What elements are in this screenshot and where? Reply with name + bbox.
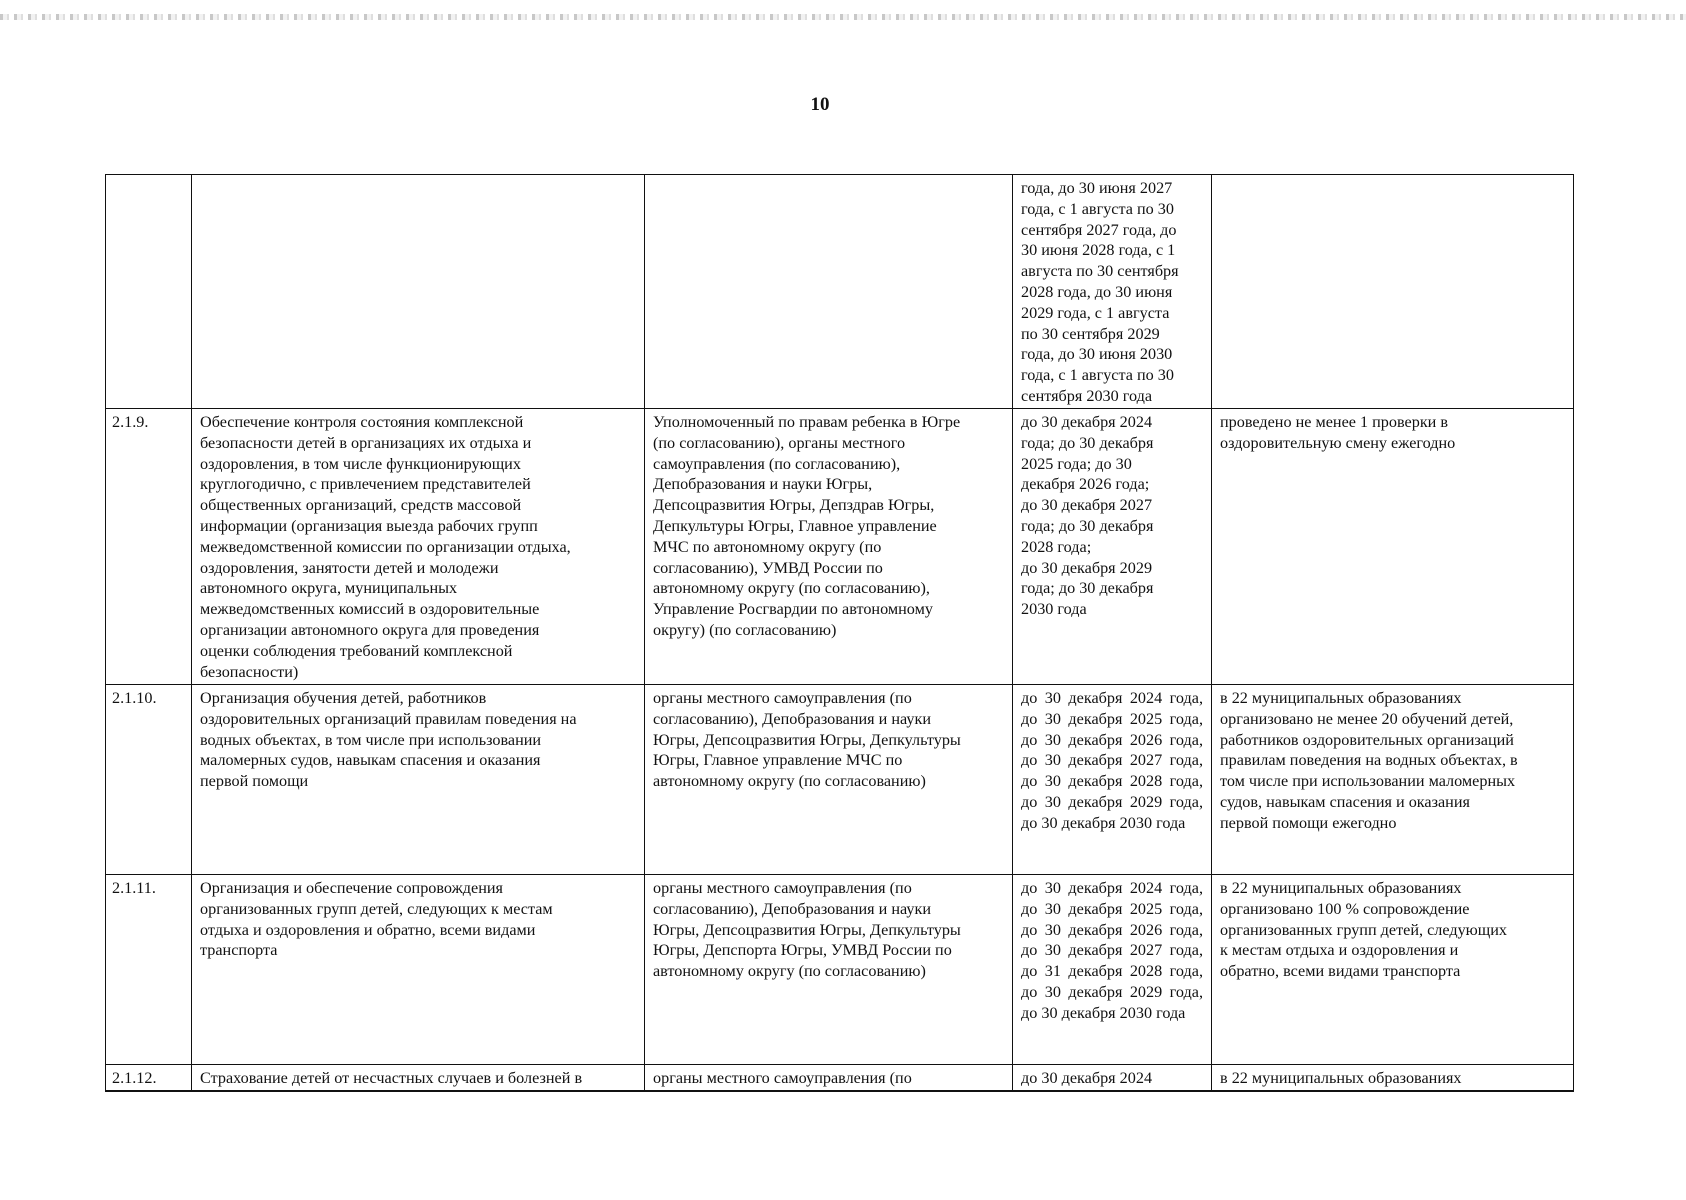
responsible-cell: [645, 875, 1013, 1065]
measure-cell: [192, 1065, 645, 1091]
result-cell: [1212, 875, 1574, 1065]
row-number-cell: [106, 875, 192, 1065]
result-cell: [1212, 409, 1574, 685]
row-number: 2.1.9.: [112, 413, 149, 431]
result-text: в 22 муниципальных образованиях организовано 100 % сопровождение организованных групп детей, следующих к местам отдыха и оздоровления и обратно, всеми видами транспорта: [1220, 879, 1507, 981]
row-number: 2.1.12.: [112, 1069, 157, 1087]
measure-text: Организация и обеспечение сопровождения организованных групп детей, следующих к местам отдыха и оздоровления и обратно, всеми видами транспорта: [200, 879, 553, 960]
table-row: [106, 175, 1574, 409]
row-number-cell: [106, 175, 192, 409]
table-row: [106, 409, 1574, 685]
deadline-cell: [1013, 685, 1212, 875]
row-number-cell: [106, 1065, 192, 1091]
measure-text: Обеспечение контроля состояния комплексной безопасности детей в организациях их отдыха и оздоровления, в том числе функционирующих круглогодично, с привлечением представителей общественных организаций, средств массовой информации (организация выезда рабочих групп межведомственной комиссии по организации отдыха, оздоровления, занятости детей и молодежи автономного округа, муниципальных межведомственных комиссий в оздоровительные организации автономного округа для проведения оценки соблюдения требований комплексной безопасности): [200, 413, 571, 681]
measure-text: Страхование детей от несчастных случаев и болезней в: [200, 1069, 583, 1087]
deadline-cell: [1013, 409, 1212, 685]
deadline-cell: [1013, 1065, 1212, 1091]
deadline-cell: [1013, 175, 1212, 409]
result-cell: [1212, 685, 1574, 875]
responsible-cell: [645, 175, 1013, 409]
responsible-cell: [645, 1065, 1013, 1091]
row-number-cell: [106, 409, 192, 685]
deadline-text: до 30 декабря 2024 года, до 30 декабря 2025 года, до 30 декабря 2026 года, до 30 декабря 2027 года, до 31 декабря 2028 года, до 30 декабря 2029 года, до 30 декабря 2030 года: [1021, 879, 1203, 1022]
result-text: в 22 муниципальных образованиях организовано не менее 20 обучений детей, работников оздоровительных организаций правилам поведения на водных объектах, в том числе при использовании маломерных судов, навыкам спасения и оказания первой помощи ежегодно: [1220, 689, 1518, 832]
deadline-text: до 30 декабря 2024 года, до 30 декабря 2025 года, до 30 декабря 2026 года, до 30 декабря 2027 года, до 30 декабря 2028 года, до 30 декабря 2029 года, до 30 декабря 2030 года: [1021, 689, 1203, 832]
row-number: 2.1.10.: [112, 689, 157, 707]
page-number: 10: [810, 94, 830, 115]
result-cell: [1212, 1065, 1574, 1091]
deadline-text: года, до 30 июня 2027 года, с 1 августа по 30 сентября 2027 года, до 30 июня 2028 года, с 1 августа по 30 сентября 2028 года, до 30 июня 2029 года, с 1 августа по 30 сентября 2029 года, до 30 июня 2030 года, с 1 августа по 30 сентября 2030 года: [1021, 179, 1179, 405]
responsible-cell: [645, 409, 1013, 685]
result-text: проведено не менее 1 проверки в оздоровительную смену ежегодно: [1220, 413, 1456, 452]
table-row: [106, 875, 1574, 1065]
responsible-text: органы местного самоуправления (по согласованию), Депобразования и науки Югры, Депсоцразвития Югры, Депкультуры Югры, Главное управление МЧС по автономному округу (по согласованию): [653, 689, 961, 791]
responsible-cell: [645, 685, 1013, 875]
responsible-text: органы местного самоуправления (по: [653, 1069, 912, 1087]
measure-text: Организация обучения детей, работников оздоровительных организаций правилам поведения на водных объектах, в том числе при использовании маломерных судов, навыкам спасения и оказания первой помощи: [200, 689, 577, 791]
scan-edge-artifact: [0, 14, 1686, 20]
deadline-text: до 30 декабря 2024 года; до 30 декабря 2025 года; до 30 декабря 2026 года; до 30 декабря 2027 года; до 30 декабря 2028 года; до 30 декабря 2029 года; до 30 декабря 2030 года: [1021, 413, 1154, 619]
measure-cell: [192, 685, 645, 875]
result-text: в 22 муниципальных образованиях: [1220, 1069, 1462, 1087]
result-cell: [1212, 175, 1574, 409]
measure-cell: [192, 175, 645, 409]
table-row: [106, 1065, 1574, 1091]
responsible-text: органы местного самоуправления (по согласованию), Депобразования и науки Югры, Депсоцразвития Югры, Депкультуры Югры, Депспорта Югры, УМВД России по автономному округу (по согласованию): [653, 879, 961, 981]
deadline-text: до 30 декабря 2024: [1021, 1069, 1153, 1087]
measures-table: [105, 174, 1574, 1092]
table-row: [106, 685, 1574, 875]
deadline-cell: [1013, 875, 1212, 1065]
measure-cell: [192, 875, 645, 1065]
row-number-cell: [106, 685, 192, 875]
responsible-text: Уполномоченный по правам ребенка в Югре (по согласованию), органы местного самоуправления (по согласованию), Депобразования и науки Югры, Депсоцразвития Югры, Депздрав Югры, Депкультуры Югры, Главное управление МЧС по автономному округу (по согласованию), УМВД России по автономному округу (по согласованию), Управление Росгвардии по автономному округу) (по согласованию): [653, 413, 961, 639]
row-number: 2.1.11.: [112, 879, 156, 897]
measure-cell: [192, 409, 645, 685]
